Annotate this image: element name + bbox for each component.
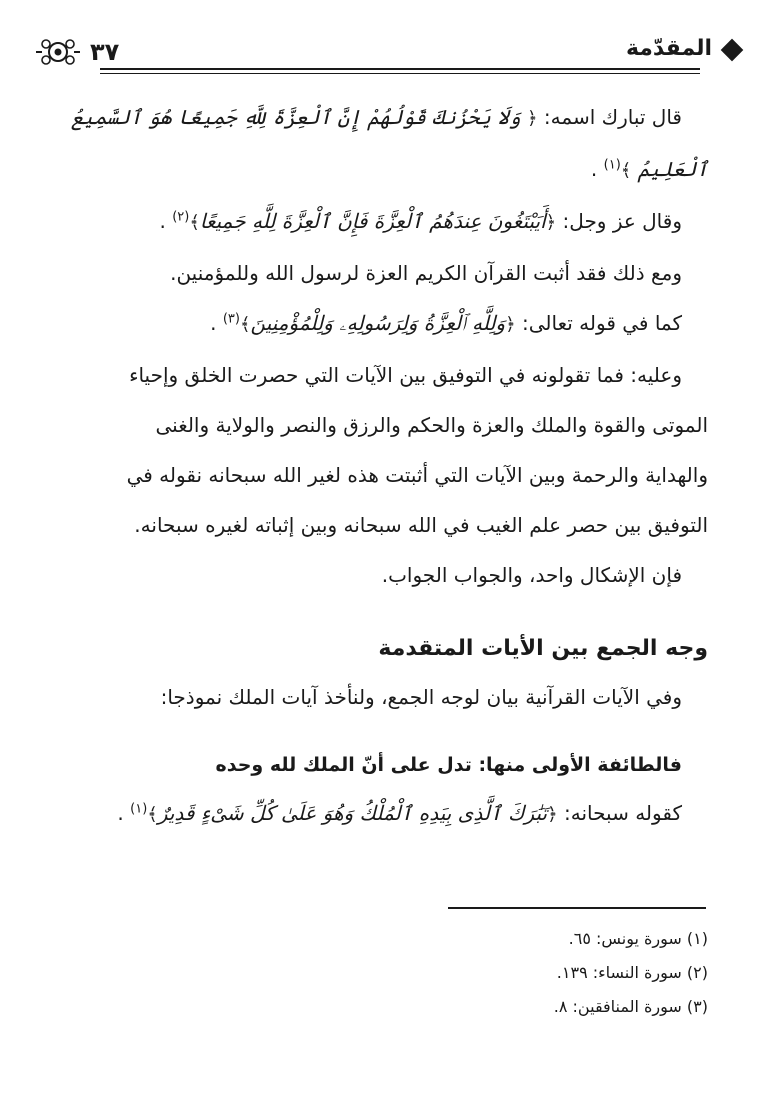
quran-bracket-close: ﴾ — [189, 212, 200, 233]
footnote-ref-3: (٣) — [222, 311, 240, 327]
paragraph-8-text: كقوله سبحانه: — [557, 801, 682, 825]
section-heading: وجه الجمع بين الأيات المتقدمة — [378, 636, 708, 661]
quran-bracket-open: ﴿ — [505, 314, 516, 335]
footnote-2: (٢) سورة النساء: ١٣٩. — [556, 963, 708, 982]
quran-verse-1-end: ٱلْعَلِيمُ — [637, 157, 708, 181]
footnote-1: (١) سورة يونس: ٦٥. — [568, 929, 708, 948]
footnote-ref-1: (١) — [603, 157, 621, 173]
paragraph-1-continued — [58, 144, 708, 196]
period: . — [210, 311, 217, 335]
quran-bracket-open: ﴿ — [545, 212, 557, 233]
paragraph-3: ومع ذلك فقد أثبت القرآن الكريم العزة لرسول الله وللمؤمنين. — [170, 261, 682, 285]
paragraph-4-text: كما في قوله تعالى: — [515, 311, 682, 335]
quran-bracket-open: ﴿ — [547, 804, 558, 825]
quran-verse-3: وَلِلَّهِ ٱلْعِزَّةُ وَلِرَسُولِهِۦ وَلِلْمُؤْمِنِينَ — [250, 311, 506, 335]
period: . — [590, 157, 598, 181]
quran-verse-2: أَيَبْتَغُونَ عِندَهُمُ ٱلْعِزَّةَ فَإِنَّ ٱلْعِزَّةَ لِلَّهِ جَمِيعًا — [199, 209, 546, 233]
period: . — [117, 801, 124, 825]
paragraph-5-line-4: التوفيق بين حصر علم الغيب في الله سبحانه وبين إثباته لغيره سبحانه. — [134, 513, 708, 537]
footnote-ref-2: (٢) — [172, 209, 190, 225]
page-header — [30, 28, 740, 80]
paragraph-5-line-3: والهداية والرحمة وبين الآيات التي أثبتت هذه لغير الله سبحانه نقوله في — [126, 463, 708, 487]
header-rule-thin — [100, 73, 700, 74]
footnote-ref-1b: (١) — [130, 801, 148, 817]
paragraph-5-line-1: وعليه: فما تقولونه في التوفيق بين الآيات التي حصرت الخلق وإحياء — [129, 363, 682, 387]
paragraph-2 — [58, 196, 708, 248]
diamond-ornament-icon — [721, 39, 744, 62]
paragraph-6: فإن الإشكال واحد، والجواب الجواب. — [381, 563, 682, 587]
main-text — [58, 92, 708, 840]
quran-verse-4: تَبَٰرَكَ ٱلَّذِى بِيَدِهِ ٱلْمُلْكُ وَهُوَ عَلَىٰ كُلِّ شَىْءٍ قَدِيرٌ — [157, 801, 548, 825]
paragraph-1 — [58, 92, 708, 144]
quran-bracket-open: ﴿ — [527, 108, 538, 129]
running-title: المقدّمة — [625, 36, 712, 61]
quran-bracket-close: ﴾ — [147, 804, 158, 825]
header-rule — [100, 68, 700, 70]
quran-bracket-close: ﴾ — [620, 160, 632, 181]
paragraph-4 — [58, 298, 708, 350]
floral-ornament-icon — [34, 34, 82, 70]
period: . — [159, 209, 166, 233]
footnotes — [58, 922, 708, 1024]
paragraph-7: وفي الآيات القرآنية بيان لوجه الجمع، ولنأخذ آيات الملك نموذجا: — [160, 685, 682, 709]
paragraph-8 — [58, 788, 708, 840]
page-number: ٣٧ — [90, 38, 120, 66]
subsection-heading: فالطائفة الأولى منها: تدل على أنّ الملك لله وحده — [215, 754, 682, 776]
quran-bracket-close: ﴾ — [239, 314, 251, 335]
paragraph-2-text: وقال عز وجل: — [556, 209, 682, 233]
paragraph-5-line-2: الموتى والقوة والملك والعزة والحكم والرزق والنصر والولاية والغنى — [155, 413, 708, 437]
paragraph-1-text: قال تبارك اسمه: — [537, 105, 682, 129]
footnote-separator — [448, 907, 706, 909]
quran-verse-1: وَلَا يَحْزُنكَ قَوْلُهُمْ إِنَّ ٱلْعِزَّةَ لِلَّهِ جَمِيعًا هُوَ ٱلسَّمِيعُ — [71, 105, 521, 129]
footnote-3: (٣) سورة المنافقين: ٨. — [553, 997, 708, 1016]
